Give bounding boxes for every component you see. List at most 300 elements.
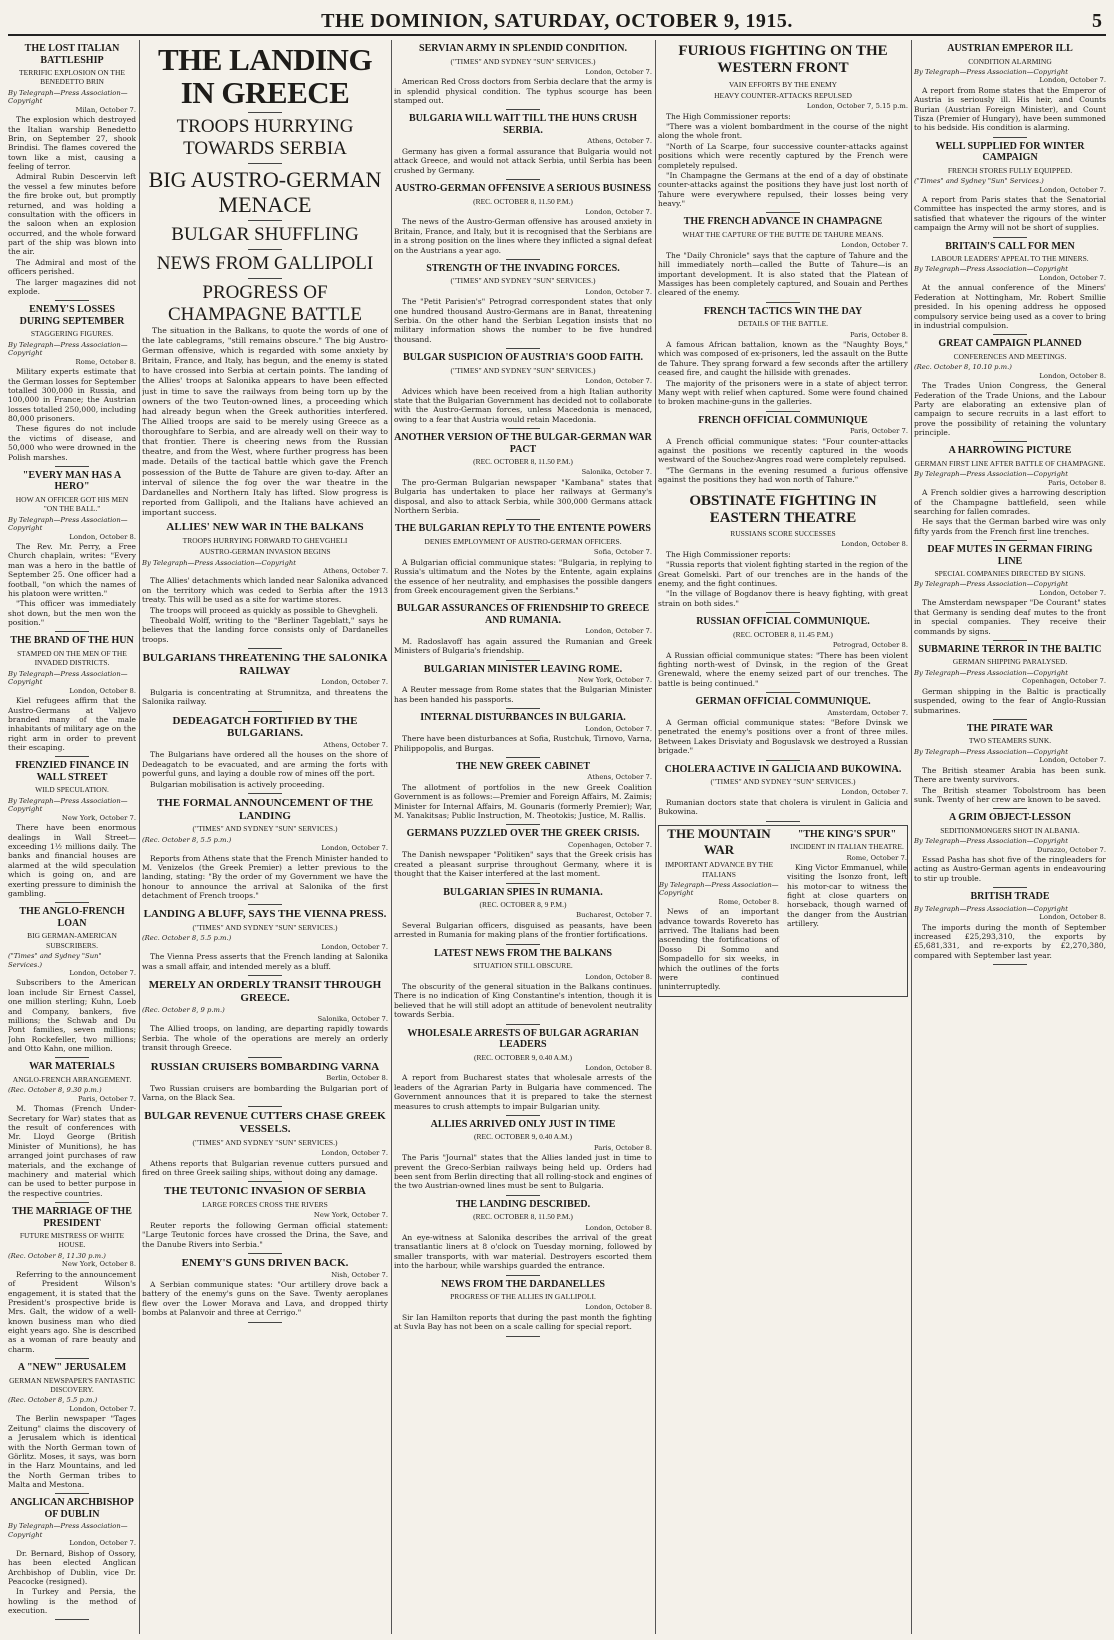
article-dateline: London, October 7. [841, 241, 908, 250]
article-headline: THE BRAND OF THE HUN [10, 635, 134, 647]
divider [506, 660, 540, 661]
article-dateline: Amsterdam, October 7. [827, 708, 908, 717]
mountain-war-section [658, 825, 908, 997]
article-paragraph: "There was a violent bombardment in the course of the night along the whole front. [658, 122, 908, 141]
article-headline: DEAF MUTES IN GERMAN FIRING LINE [927, 544, 1093, 567]
article-paragraph: Referring to the announcement of President Wilson's engagement, it is stated that the President's prospective bride is Mrs. Galt, the widow of a well-known business man who died eight years ago. She is described as a woman of rare beauty and charm. [8, 1269, 136, 1354]
article [394, 1279, 652, 1332]
article-paragraph: A French soldier gives a harrowing description of the Champagne battlefield, seen while searching for fallen comrades. [914, 488, 1106, 516]
article-paragraph: There have been enormous dealings in Wall Street—exceeding 1½ millions daily. The banks and financial houses are alarmed at the wild speculation which is going on, and are exerting pressure to diminish the gambling. [8, 823, 136, 898]
article-subhead: CONDITION ALARMING [968, 56, 1052, 66]
article-byline: By Telegraph—Press Association—Copyright [8, 1522, 128, 1539]
article-dateline: Rome, October 7. [846, 853, 907, 862]
article-subhead: ("TIMES" AND SYDNEY "SUN" SERVICES.) [450, 365, 596, 375]
divider [506, 944, 540, 945]
article-byline: By Telegraph—Press Association—Copyright [8, 669, 128, 687]
article-headline: LANDING A BLUFF, SAYS THE VIENNA PRESS. [143, 908, 387, 921]
divider [506, 757, 540, 758]
article [394, 432, 652, 515]
divider [248, 278, 282, 279]
article [914, 544, 1106, 636]
article-paragraph: A famous African battalion, known as the "Naughty Boys," which was composed of ex-prisoners, led the assault on the Butte de Tahure. They sprang forward a few seconds after the artillery ceased fire, and caught the hillside with grenades. [658, 340, 908, 378]
kings-spur-article [787, 826, 907, 996]
article-byline: (Rec. October 8, 5.5 p.m.) [8, 1396, 98, 1405]
divider [506, 109, 540, 110]
article-dateline: London, October 7. [1039, 756, 1106, 765]
column-rule [911, 40, 912, 1634]
divider [506, 883, 540, 884]
article-headline: ANGLICAN ARCHBISHOP OF DUBLIN [10, 1497, 134, 1520]
article-paragraph: "This officer was immediately shot down, but the men won the position." [8, 599, 136, 628]
divider [993, 808, 1027, 809]
article-subhead: TWO STEAMERS SUNK. [968, 736, 1052, 746]
article-subhead: GERMAN SHIPPING PARALYSED. [952, 657, 1068, 667]
divider [55, 902, 89, 903]
article-subhead: ("TIMES" AND SYDNEY "SUN" SERVICES.) [192, 1137, 338, 1147]
article-paragraph: Essad Pasha has shot five of the ringleaders for acting as Austro-German agents in endeavouring to stir up trouble. [914, 855, 1106, 883]
article-dateline: Copenhagen, October 7. [567, 840, 652, 849]
divider [993, 540, 1027, 541]
article-headline: CHOLERA ACTIVE IN GALICIA AND BUKOWINA. [664, 763, 902, 775]
article [394, 113, 652, 175]
article-byline: (Rec. October 8, 11.30 p.m.) [8, 1251, 106, 1260]
article-paragraph: The Rev. Mr. Perry, a Free Church chaplain, writes: "Every man was a hero in the battle of September 25. One officer had a football, "on which the names of his platoon were written." [8, 542, 136, 598]
article-byline: (Rec. October 8, 5.5 p.m.) [142, 934, 232, 943]
article [394, 1119, 652, 1191]
divider [993, 137, 1027, 138]
article-dateline: Milan, October 7. [75, 105, 136, 114]
article [658, 616, 908, 688]
article-paragraph: The explosion which destroyed the Italian warship Benedetto Brin, on September 27, shook Brindisi. The flames covered the town like a mist, causing a feeling of terror. [8, 115, 136, 172]
article-dateline: London, October 7. [841, 788, 908, 797]
article-paragraph: The majority of the prisoners were in a state of abject terror. Many wept with relief when captured. Some were found chained to broken machine-guns in the galleries. [658, 378, 908, 407]
column-4-articles [658, 43, 908, 822]
article-headline: THE LOST ITALIAN BATTLESHIP [24, 43, 120, 66]
article-dateline: London, October 7. [1039, 588, 1106, 597]
article-paragraph: A Reuter message from Rome states that the Bulgarian Minister has been handed his passports. [394, 685, 652, 704]
article-subhead: SEDITIONMONGERS SHOT IN ALBANIA. [940, 825, 1080, 835]
article [8, 906, 136, 1053]
article-byline: By Telegraph—Press Association—Copyright [142, 558, 296, 567]
article-headline: BULGAR SUSPICION OF AUSTRIA'S GOOD FAITH. [402, 352, 644, 364]
article-headline: BULGARIAN MINISTER LEAVING ROME. [423, 663, 623, 675]
article-dateline: Paris, October 7. [77, 1094, 136, 1103]
article-subhead: ("TIMES" AND SYDNEY "SUN" SERVICES.) [192, 923, 338, 933]
article-byline: By Telegraph—Press Association—Copyright [914, 668, 1068, 677]
divider [506, 428, 540, 429]
column-rule [391, 40, 392, 1634]
article-paragraph: The larger magazines did not explode. [8, 277, 136, 296]
article-paragraph: The Amsterdam newspaper "De Courant" states that Germany is sending deaf mutes to the front in special companies. They receive their commands by signs. [914, 598, 1106, 636]
article-paragraph: M. Thomas (French Under-Secretary for War) states that as the result of conferences with Mr. Lloyd George (British Minister of Munitions), he has arranged joint purchases of raw materials, and the exchange of machinery and material which can be used to better purpose in the respective countries. [8, 1104, 136, 1198]
article-subhead: FRENCH STORES FULLY EQUIPPED. [947, 165, 1073, 175]
article [914, 338, 1106, 437]
article-dateline: London, October 7. [585, 67, 652, 76]
article-paragraph: "In Champagne the Germans at the end of a day of obstinate counter-attacks against the positions they have just lost north of Tahure were everywhere repulsed, their losses being very heavy." [658, 170, 908, 209]
article-subhead: AUSTRO-GERMAN INVASION BEGINS [199, 547, 331, 557]
article [8, 760, 136, 898]
article-dateline: London, October 8. [585, 1303, 652, 1312]
article-paragraph: The Paris "Journal" states that the Allies landed just in time to prevent the Greco-Serbian railways being held up. Orders had been sent from Berlin directing that all rolling-stock and engines of the two Austrian-owned lines must be sent to Bulgaria. [394, 1153, 652, 1191]
divider [248, 1181, 282, 1182]
article [394, 603, 652, 655]
divider [766, 612, 800, 613]
column-2 [142, 40, 388, 1634]
divider [248, 1253, 282, 1254]
article-headline: SERVIAN ARMY IN SPLENDID CONDITION. [419, 43, 627, 54]
article-paragraph: At the annual conference of the Miners' Federation at Nottingham, Mr. Robert Smillie presided. In his opening address he opposed compulsory service being used as a cover to bring in industrial compulsion. [914, 283, 1106, 330]
divider [248, 793, 282, 794]
article-subhead: (REC. OCTOBER 8, 11.50 P.M.) [473, 196, 573, 206]
article [394, 183, 652, 255]
article-headline: THE MOUNTAIN WAR [667, 825, 771, 857]
divider [248, 975, 282, 976]
article-subhead: HEAVY COUNTER-ATTACKS REPULSED [714, 90, 852, 100]
divider [766, 489, 800, 490]
article-subhead: TROOPS HURRYING FORWARD TO GHEVGHELI [182, 535, 348, 545]
article-byline: By Telegraph—Press Association—Copyright [8, 340, 128, 358]
article-paragraph: Bulgarian mobilisation is actively proceeding. [150, 779, 325, 789]
article-dateline: London, October 8. [585, 1223, 652, 1232]
article-headline: THE BULGARIAN REPLY TO THE ENTENTE POWERS [395, 523, 651, 535]
divider [993, 719, 1027, 720]
article-paragraph: The High Commissioner reports: [666, 549, 791, 559]
article-subhead: TERRIFIC EXPLOSION ON THE BENEDETTO BRIN [19, 68, 125, 87]
article-dateline: London, October 8. [1039, 371, 1106, 380]
divider [506, 1336, 540, 1337]
article-dateline: Petrograd, October 8. [832, 641, 908, 650]
article-headline: LATEST NEWS FROM THE BALKANS [434, 947, 612, 959]
article-paragraph: He says that the German barbed wire was only fifty yards from the French first line trenches. [914, 517, 1106, 536]
divider [55, 1057, 89, 1058]
article-dateline: New York, October 8. [61, 1260, 136, 1269]
article-dateline: London, October 7. [585, 377, 652, 386]
article [914, 241, 1106, 331]
article-headline: FURIOUS FIGHTING ON THE WESTERN FRONT [678, 43, 888, 77]
article-dateline: London, October 7. [585, 207, 652, 216]
divider [506, 1024, 540, 1025]
article-paragraph: The Vienna Press asserts that the French landing at Salonika was a small affair, and intended merely as a bluff. [142, 952, 388, 971]
divider [766, 411, 800, 412]
article-byline: By Telegraph—Press Association—Copyright [914, 904, 1068, 913]
article-dateline: New York, October 7. [577, 676, 652, 684]
article-dateline: London, October 8. [585, 1063, 652, 1072]
article-subhead: VAIN EFFORTS BY THE ENEMY [728, 79, 838, 89]
article-subhead: (REC. OCTOBER 8, 9 P.M.) [479, 900, 567, 910]
article-headline: BULGARIANS THREATENING THE SALONIKA RAILWAY [142, 652, 388, 677]
article-paragraph: King Victor Emmanuel, while visiting the Isonzo front, left his motor-car to witness the fight at close quarters on horseback, though warned of the danger from the Austrian artillery. [787, 862, 907, 929]
divider [55, 1493, 89, 1494]
divider [506, 824, 540, 825]
article-dateline: London, October 8. [841, 540, 908, 549]
article-paragraph: There have been disturbances at Sofia, Rustchuk, Tirnovo, Varna, Philippopolis, and Burgas. [394, 734, 652, 753]
article-subhead: ("TIMES" AND SYDNEY "SUN" SERVICES.) [710, 777, 856, 787]
article-paragraph: The Danish newspaper "Politiken" says that the Greek crisis has created a pleasant surprise throughout Germany, where it is thought that the Kaiser interfered at the last moment. [394, 850, 652, 879]
article-paragraph: A Serbian communique states: "Our artillery drove back a battery of the enemy's guns on the Save. Twenty aeroplanes flew over the Lower Morava and Lava, and dropped thirty bombs at Palanvoir and three at Cerrigo." [142, 1280, 388, 1318]
article-dateline: Durazzo, October 7. [1036, 845, 1106, 854]
article-paragraph: These figures do not include the victims of disease, and 50,000 who were drowned in the Polish marshes. [8, 424, 136, 462]
divider [55, 300, 89, 301]
article [394, 664, 652, 705]
article-subhead: ANGLO-FRENCH ARRANGEMENT. [12, 1074, 132, 1084]
divider [506, 1275, 540, 1276]
article [394, 948, 652, 1020]
article [394, 1199, 652, 1271]
divider [766, 212, 800, 213]
article-byline: ("Times" and Sydney "Sun" Services.) [8, 952, 102, 969]
divider [248, 1322, 282, 1323]
article-subhead: LABOUR LEADERS' APPEAL TO THE MINERS. [931, 254, 1089, 264]
article-subhead: ("TIMES" AND SYDNEY "SUN" SERVICES.) [192, 824, 338, 834]
article [914, 141, 1106, 233]
article-paragraph: "In the village of Bogdanov there is heavy fighting, with great strain on both sides." [658, 589, 908, 608]
article-headline: BULGAR REVENUE CUTTERS CHASE GREEK VESSELS. [144, 1110, 386, 1136]
divider [993, 441, 1027, 442]
article-headline: "EVERY MAN HAS A HERO" [22, 469, 122, 493]
article [658, 306, 908, 407]
article-dateline: London, October 7. [585, 287, 652, 296]
article-headline: A HARROWING PICTURE [948, 445, 1072, 457]
article-subhead: GERMAN NEWSPAPER'S FANTASTIC DISCOVERY. [9, 1375, 135, 1395]
article-byline: By Telegraph—Press Association—Copyright [659, 880, 779, 898]
article-dateline: Rome, October 8. [718, 897, 779, 906]
article [8, 1497, 136, 1615]
article-paragraph: A Russian official communique states: "There has been violent fighting north-west of Dvinsk, in the region of the Great Grenewald, where the enemy seized part of our trenches. The battle is being continued." [658, 650, 908, 688]
article-headline: ALLIES ARRIVED ONLY JUST IN TIME [430, 1118, 616, 1130]
divider [506, 179, 540, 180]
divider [55, 1202, 89, 1203]
divider [993, 887, 1027, 888]
divider [55, 1358, 89, 1359]
divider [248, 249, 282, 250]
article-paragraph: The Allies' detachments which landed near Salonika advanced on the territory which was ceded to Serbia after the 1913 treaty. This will be used as a site for wartime stores. [142, 576, 388, 605]
article-paragraph: The allotment of portfolios in the new Greek Coalition Government is as follows:—Premier and Foreign Affairs, M. Zaimis; Minister for Internal Affairs, M. Gounaris (formerly Premier); War, M. Yanakitsas; Public Instruction, M. Theotokis; Justice, M. Rallis. [394, 782, 652, 821]
article-dateline: London, October 7. [1039, 76, 1106, 85]
article-paragraph: The obscurity of the general situation in the Balkans continues. There is no indication of King Constantine's intention, though it is believed that he will still adopt an attitude of benevolent neutrality towards Serbia. [394, 982, 652, 1020]
lead-summary-text: The situation in the Balkans, to quote the words of one of the late cablegrams, "still remains obscure." The big Austro-German offensive, which is regarded with some anxiety by Britain, France, and Italy, has begun, and the enemy is stated to have crossed into Serbia at certain points. The landing of the Allies' troops at Salonika appears to have been effected just in time to save the railways from being torn up by the owners of the two Teuton-owned lines, a proceeding which had already begun when the Greek authorities interfered. The Allied troops are said to be merely using Greece as a thoroughfare to Serbia, and are already well on their way to that frontier. There is cheering news from the Russian theatre, and from the West, where further progress has been made. Details of the tactical battle which gave the French possession of the Butte de Tahure are given to-day. After an interval of silence the fog over the war theatre in the Dardanelles and Northern Italy has lifted. Slow progress is reported from Gallipoli, and the Italians have achieved an important success. [142, 325, 388, 517]
article-dateline: London, October 7. [1039, 185, 1106, 194]
divider [55, 1619, 89, 1620]
article-headline: RUSSIAN CRUISERS BOMBARDING VARNA [150, 1060, 380, 1073]
article-paragraph: The imports during the month of September increased £25,293,310, the exports by £5,681,331, and re-exports by £2,270,380, compared with September last year. [914, 922, 1106, 960]
article-subhead: (REC. OCTOBER 8, 11.45 P.M.) [733, 629, 833, 639]
article-headline: ALLIES' NEW WAR IN THE BALKANS [166, 521, 364, 534]
article [658, 415, 908, 485]
article-dateline: London, October 7. [69, 1539, 136, 1548]
lead-subhead: BULGAR SHUFFLING [171, 224, 359, 246]
divider [506, 708, 540, 709]
article-headline: ENEMY'S GUNS DRIVEN BACK. [181, 1256, 349, 1269]
article-headline: BULGARIAN SPIES IN RUMANIA. [443, 886, 603, 898]
article-paragraph: A report from Bucharest states that wholesale arrests of the leaders of the Agrarian Party in Bulgaria have commenced. The Government announces that it is prepared to take the sternest measures to crush attempts to impair Bulgarian unity. [394, 1073, 652, 1111]
article-paragraph: The Berlin newspaper "Tages Zeitung" claims the discovery of a Jerusalem which is identical with the North German town of Görlitz. Moses, it says, was born in the Harz Mountains, and led the North German tribes to Malta and Mestona. [8, 1414, 136, 1489]
article-dateline: Athens, October 7. [323, 740, 388, 749]
divider [766, 692, 800, 693]
article [142, 1257, 388, 1318]
article [914, 891, 1106, 960]
article-byline: By Telegraph—Press Association—Copyright [8, 88, 128, 106]
article-dateline: Berlin, October 8. [326, 1074, 388, 1083]
article-paragraph: The pro-German Bulgarian newspaper "Kambana" states that Bulgaria has undertaken to place her railways at Germany's disposal, and also to attack Serbia, while 300,000 Germans attack Northern Serbia. [394, 477, 652, 516]
article-subhead: WHAT THE CAPTURE OF THE BUTTE DE TAHURE MEANS. [682, 229, 884, 239]
divider [248, 220, 282, 221]
article-headline: BULGARIA WILL WAIT TILL THE HUNS CRUSH SERBIA. [408, 113, 638, 136]
divider [766, 302, 800, 303]
article-byline: By Telegraph—Press Association—Copyright [8, 515, 128, 533]
article-subhead: HOW AN OFFICER GOT HIS MEN "ON THE BALL." [15, 494, 129, 514]
article-headline: BRITISH TRADE [970, 891, 1050, 903]
article [914, 644, 1106, 715]
mountain-war-article [659, 826, 779, 996]
divider [766, 821, 800, 822]
article-subhead: IMPORTANT ADVANCE BY THE ITALIANS [664, 860, 774, 879]
article-paragraph: The British steamer Arabia has been sunk. There are twenty survivors. [914, 765, 1106, 785]
article [914, 43, 1106, 133]
divider [55, 466, 89, 467]
divider [248, 711, 282, 712]
article-headline: THE PIRATE WAR [966, 722, 1054, 734]
divider [506, 1115, 540, 1116]
article-byline: By Telegraph—Press Association—Copyright [914, 265, 1068, 274]
masthead-title: THE DOMINION, SATURDAY, OCTOBER 9, 1915. [321, 10, 793, 32]
article [8, 470, 136, 628]
article [394, 263, 652, 344]
article-subhead: FUTURE MISTRESS OF WHITE HOUSE. [19, 1231, 125, 1250]
article-subhead: (REC. OCTOBER 8, 11.50 P.M.) [473, 457, 573, 467]
article-paragraph: The High Commissioner reports: [666, 111, 791, 121]
article-headline: FRENZIED FINANCE IN WALL STREET [15, 760, 129, 783]
lead-subhead: BIG AUSTRO-GERMAN MENACE [148, 166, 382, 218]
article-subhead: DENIES EMPLOYMENT OF AUSTRO-GERMAN OFFICERS. [424, 536, 622, 546]
article-headline: AUSTRO-GERMAN OFFENSIVE A SERIOUS BUSINESS [394, 183, 652, 195]
column-5 [914, 40, 1106, 1634]
lead-subhead: NEWS FROM GALLIPOLI [156, 253, 374, 275]
divider [506, 348, 540, 349]
article-headline: A "NEW" JERUSALEM [17, 1362, 127, 1374]
lead-headline-block [142, 44, 388, 326]
article-paragraph: The Admiral and most of the officers perished. [8, 257, 136, 277]
divider [55, 756, 89, 757]
article-headline: INTERNAL DISTURBANCES IN BULGARIA. [420, 712, 626, 724]
article [394, 43, 652, 105]
article-dateline: London, October 7. [69, 968, 136, 977]
article-headline: "THE KING'S SPUR" [797, 828, 897, 840]
article-dateline: Athens, October 7. [587, 137, 652, 146]
article-paragraph: Advices which have been received from a high Italian authority state that the Bulgarian Government has decided not to collaborate with the Austro-German forces, unless Macedonia is menaced, owing to a fear that Austria would retain Macedonia. [394, 386, 652, 424]
article-subhead: STAGGERING FIGURES. [30, 329, 114, 339]
article-dateline: London, October 7. [69, 1404, 136, 1413]
article-dateline: Paris, October 8. [849, 330, 908, 339]
divider [993, 640, 1027, 641]
article-headline: OBSTINATE FIGHTING IN EASTERN THEATRE [689, 492, 877, 526]
article-dateline: London, October 7. [585, 627, 652, 636]
article [658, 696, 908, 755]
article-headline: GERMANS PUZZLED OVER THE GREEK CRISIS. [406, 828, 640, 840]
article-headline: GREAT CAMPAIGN PLANNED [938, 338, 1082, 350]
article-paragraph: A Bulgarian official communique states: "Bulgaria, in replying to Russia's ultimatum and the Notes by the Entente, again explains the essence of her neutrality, and emphasises the possible dangers from Greek encouragement given the Serbians." [394, 557, 652, 595]
article-paragraph: The "Daily Chronicle" says that the capture of Tahure and the hill immediately north—called the Butte of Tahure—is an important development. It is also stated that the Platean of Massiges has been completely captured, and Souain and Perthes cleared of the enemy. [658, 250, 908, 298]
article [142, 652, 388, 707]
article-byline: (Rec. October 8, 10.10 p.m.) [914, 363, 1012, 372]
article-paragraph: The Trades Union Congress, the General Federation of the Trade Unions, and the Labour Party are elaborating an extensive plan of campaign to secure recruits in a last effort to prove the possibility of retaining the voluntary principle. [914, 381, 1106, 437]
divider [248, 648, 282, 649]
column-2-articles [142, 521, 388, 1322]
article-byline: By Telegraph—Press Association—Copyright [914, 580, 1068, 589]
article-paragraph: A report from Paris states that the Senatorial Committee has inspected the army stores, and is satisfied that whatever the rigours of the winter campaign the Army will not be short of supplies. [914, 195, 1106, 233]
article-dateline: Nish, October 7. [331, 1270, 388, 1279]
divider [506, 1195, 540, 1196]
article-headline: RUSSIAN OFFICIAL COMMUNIQUE. [696, 616, 870, 628]
article [142, 715, 388, 789]
article-dateline: Salonika, October 7. [581, 468, 652, 477]
article-paragraph: A German official communique states: "Before Dvinsk we penetrated the enemy's positions over a front of three miles. Between Lakes Drisviaty and Boguslavsk we destroyed a Russian brigade." [658, 718, 908, 756]
article-paragraph: The news of the Austro-German offensive has aroused anxiety in Britain, France, and Italy, but it is recognised that the Serbians are in a strong position on the lines where they inflicted a signal defeat on the Austrians a year ago. [394, 217, 652, 255]
article-paragraph: The troops will proceed as quickly as possible to Ghevgheli. [150, 605, 378, 615]
article [8, 43, 136, 296]
article-headline: FRENCH OFFICIAL COMMUNIQUE [698, 414, 868, 426]
article-dateline: Sofia, October 7. [593, 548, 652, 557]
article-paragraph: The British steamer Tobolstroom has been sunk. Twenty of her crew are known to be saved. [914, 785, 1106, 804]
article [394, 1028, 652, 1111]
article [142, 1061, 388, 1103]
article [914, 812, 1106, 883]
article-headline: BRITAIN'S CALL FOR MEN [945, 240, 1075, 252]
article-paragraph: Sir Ian Hamilton reports that during the past month the fighting at Suvla Bay has not been on a scale calling for special report. [394, 1312, 652, 1332]
article [658, 493, 908, 609]
article [394, 712, 652, 753]
divider [248, 1057, 282, 1058]
article-subhead: GERMAN FIRST LINE AFTER BATTLE OF CHAMPAGNE. [914, 458, 1106, 468]
divider [766, 760, 800, 761]
masthead [8, 6, 1106, 36]
article-dateline: New York, October 7. [313, 1211, 388, 1220]
article [394, 761, 652, 820]
article-subhead: SITUATION STILL OBSCURE. [473, 961, 573, 971]
article-dateline: Bucharest, October 7. [576, 911, 652, 920]
article-paragraph: Germany has given a formal assurance that Bulgaria would not attack Greece, and would not attack Serbia, until Serbia has been crushed by Germany. [394, 146, 652, 175]
article-dateline: London, October 7. [585, 724, 652, 733]
article-dateline: Paris, October 8. [593, 1143, 652, 1152]
article-subhead: (REC. OCTOBER 9, 0.40 A.M.) [474, 1052, 572, 1062]
article-paragraph: Two Russian cruisers are bombarding the Bulgarian port of Varna, on the Black Sea. [142, 1083, 388, 1102]
article-dateline: London, October 8. [585, 972, 652, 981]
article-headline: THE NEW GREEK CABINET [455, 760, 590, 772]
article-subhead: (REC. OCTOBER 9, 0.40 A.M.) [474, 1132, 572, 1142]
divider [993, 334, 1027, 335]
article-headline: SUBMARINE TERROR IN THE BALTIC [918, 643, 1102, 655]
article-subhead: PROGRESS OF THE ALLIES IN GALLIPOLI. [450, 1292, 596, 1302]
article-subhead: SPECIAL COMPANIES DIRECTED BY SIGNS. [934, 569, 1086, 579]
article-dateline: New York, October 7. [61, 813, 136, 822]
divider [248, 1106, 282, 1107]
article-headline: WHOLESALE ARRESTS OF BULGAR AGRARIAN LEADERS [407, 1027, 639, 1051]
article-dateline: London, October 8. [69, 532, 136, 541]
lead-summary [142, 326, 388, 518]
article-headline: GERMAN OFFICIAL COMMUNIQUE. [695, 696, 871, 708]
article-subhead: LARGE FORCES CROSS THE RIVERS [202, 1199, 328, 1209]
article-subhead: CONFERENCES AND MEETINGS. [953, 351, 1067, 361]
divider [506, 259, 540, 260]
article-paragraph: American Red Cross doctors from Serbia declare that the army is in splendid physical condition. The typhus scourge has been stamped out. [394, 77, 652, 106]
article-byline: By Telegraph—Press Association—Copyright [914, 67, 1068, 76]
article [658, 43, 908, 208]
article-headline: THE TEUTONIC INVASION OF SERBIA [164, 1185, 366, 1198]
divider [55, 631, 89, 632]
article-paragraph: Reports from Athens state that the French Minister handed to M. Venizelos (the Greek Premier) a letter previous to the landing, stating: "By the order of my Government we have the honour to announce the arrival at Salonika of the first detachment of French troops." [142, 853, 388, 901]
article-paragraph: The Bulgarians have ordered all the houses on the shore of Dedeagatch to be evacuated, and are arming the forts with powerful guns, and laying a double row of mines off the port. [142, 750, 388, 779]
column-4 [658, 40, 908, 1634]
article [394, 352, 652, 424]
